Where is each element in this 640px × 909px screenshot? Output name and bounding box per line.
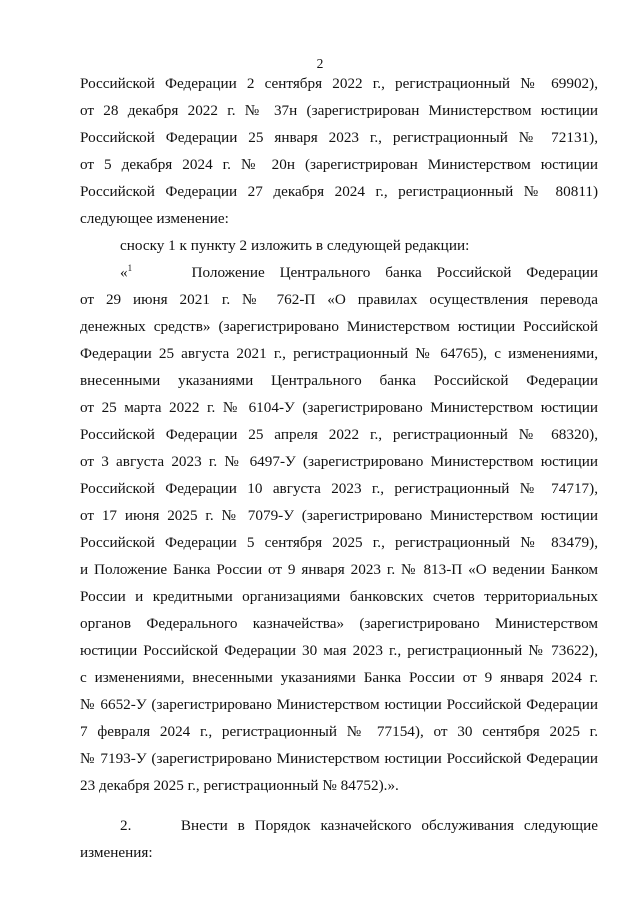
text-line: № 6652-У (зарегистрировано Министерством юстиции Российской Федерации	[80, 696, 598, 713]
text-line: от 3 августа 2023 г. № 6497-У (зарегистрировано Министерством юстиции	[80, 453, 598, 470]
text-line: сноску 1 к пункту 2 изложить в следующей редакции:	[120, 237, 470, 254]
text-line: Российской Федерации 2 сентября 2022 г., регистрационный № 69902),	[80, 75, 598, 92]
text-line: от 5 декабря 2024 г. № 20н (зарегистрирован Министерством юстиции	[80, 156, 598, 173]
document-body	[80, 70, 598, 866]
text-line: внесенными указаниями Центрального банка Российской Федерации	[80, 372, 598, 389]
text-line: изменения:	[80, 844, 153, 861]
text-line: с изменениями, внесенными указаниями Банка России от 9 января 2024 г.	[80, 669, 598, 686]
text-line: органов Федерального казначейства» (зарегистрировано Министерством	[80, 615, 598, 632]
text-line: от 17 июня 2025 г. № 7079-У (зарегистрировано Министерством юстиции	[80, 507, 598, 524]
text-line: Российской Федерации 27 декабря 2024 г., регистрационный № 80811)	[80, 183, 598, 200]
text-line: Российской Федерации 5 сентября 2025 г., регистрационный № 83479),	[80, 534, 598, 551]
text-line: и Положение Банка России от 9 января 2023 г. № 813-П «О ведении Банком	[80, 561, 598, 578]
text-line: от 28 декабря 2022 г. № 37н (зарегистрирован Министерством юстиции	[80, 102, 598, 119]
text-line: от 29 июня 2021 г. № 762-П «О правилах осуществления перевода	[80, 291, 598, 308]
text-line: следующее изменение:	[80, 210, 229, 227]
text-line: Федерации 25 августа 2021 г., регистрационный № 64765), с изменениями,	[80, 345, 598, 362]
paragraph-order-references	[80, 70, 598, 232]
text-line: Российской Федерации 25 апреля 2022 г., регистрационный № 68320),	[80, 426, 598, 443]
paragraph-footnote-intro	[80, 232, 598, 259]
footnote-open-quote: «	[120, 264, 128, 281]
text-line: денежных средств» (зарегистрировано Министерством юстиции Российской	[80, 318, 598, 335]
text-line: 7 февраля 2024 г., регистрационный № 77154), от 30 сентября 2025 г.	[80, 723, 598, 740]
text-line: от 25 марта 2022 г. № 6104-У (зарегистрировано Министерством юстиции	[80, 399, 598, 416]
text-line: юстиции Российской Федерации 30 мая 2023 г., регистрационный № 73622),	[80, 642, 598, 659]
footnote-mark: 1	[127, 263, 133, 273]
text-line: № 7193-У (зарегистрировано Министерством юстиции Российской Федерации	[80, 750, 598, 767]
paragraph-footnote-text	[80, 259, 598, 799]
paragraph-item-2	[80, 812, 598, 866]
text-line: России и кредитными организациями банковских счетов территориальных	[80, 588, 598, 605]
text-line: Российской Федерации 25 января 2023 г., регистрационный № 72131),	[80, 129, 598, 146]
text-line	[80, 259, 598, 286]
footnote-line-first: Положение Центрального банка Российской Федерации	[191, 264, 599, 281]
text-line: 2. Внести в Порядок казначейского обслуживания следующие	[120, 817, 598, 834]
page-number: 2	[316, 56, 324, 71]
text-line: 23 декабря 2025 г., регистрационный № 84752).».	[80, 777, 399, 794]
text-line: Российской Федерации 10 августа 2023 г., регистрационный № 74717),	[80, 480, 598, 497]
